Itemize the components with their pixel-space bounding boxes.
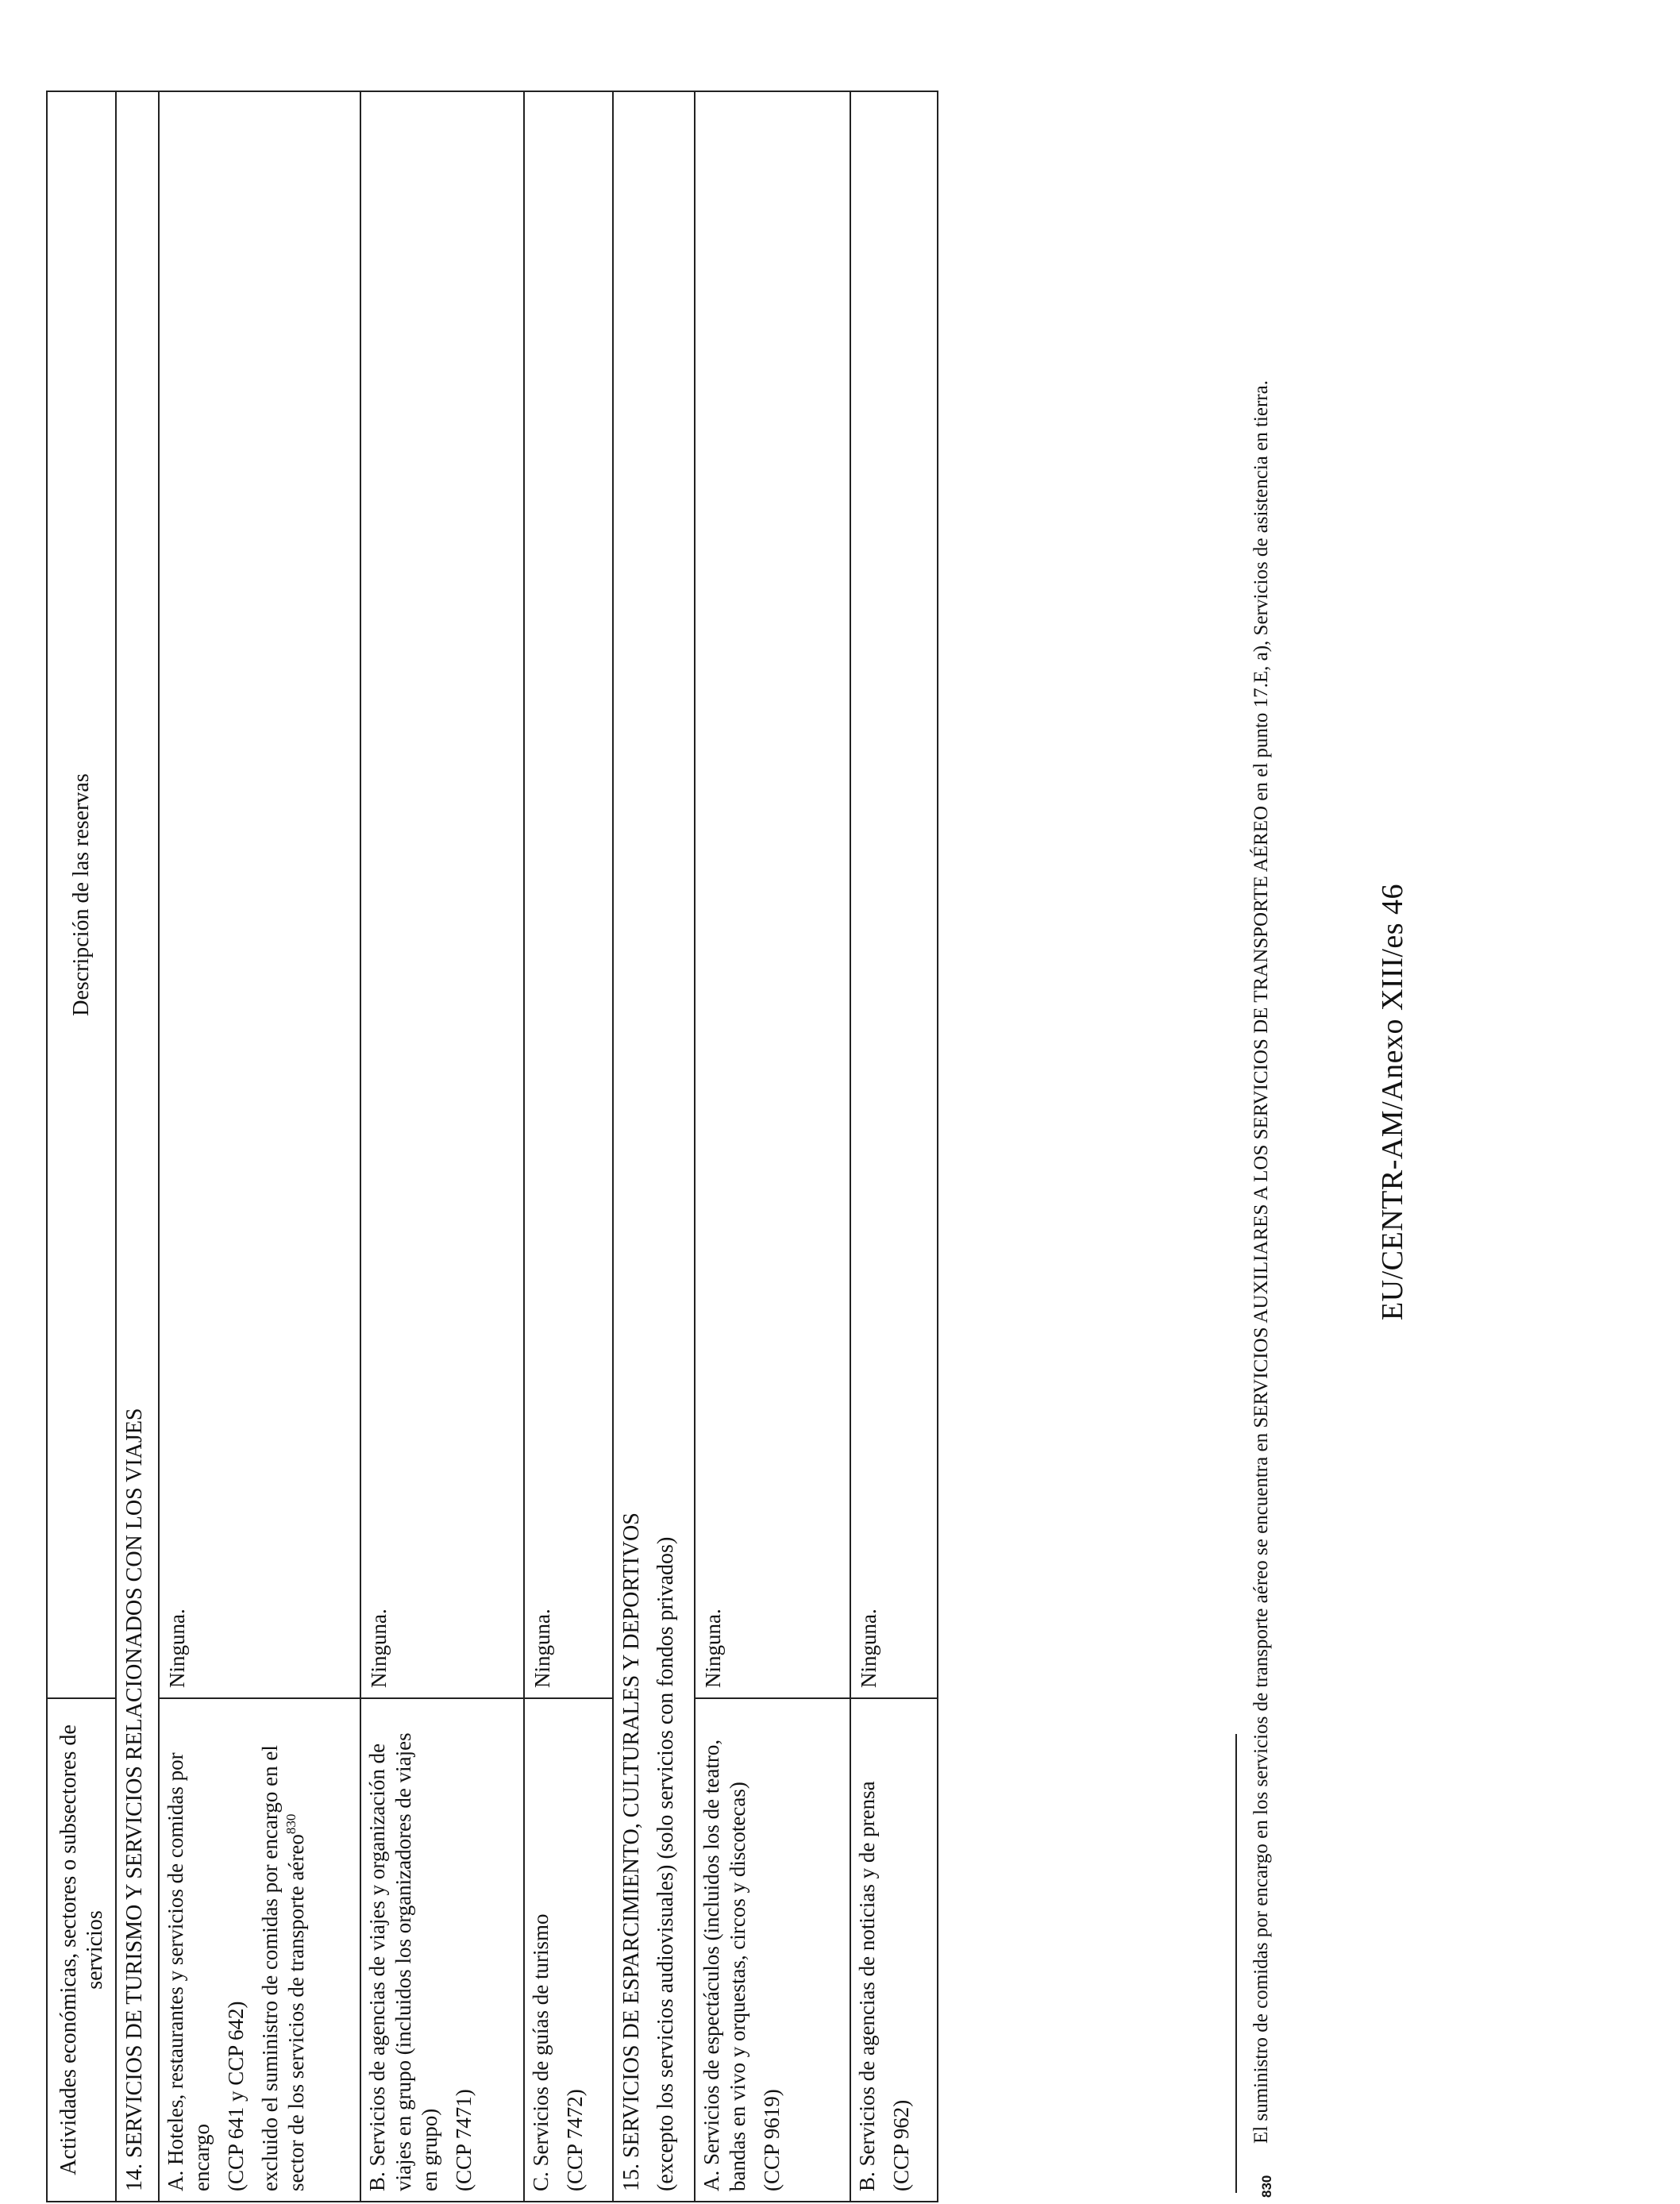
- activity-exclusion: excluido el suministro de comidas por encargo en el sector de los servicios de transporte aéreo$^{830}$: [257, 1745, 308, 2191]
- section-15-subtitle: (excepto los servicios audiovisuales) (solo servicios con fondos privados): [653, 1536, 678, 2191]
- reservation-cell: Ninguna.: [524, 91, 613, 1698]
- page-identifier: EU/CENTR-AM/Anexo XIII/es 46: [1376, 883, 1409, 1321]
- section-15-title: [613, 91, 695, 2202]
- activity-text: C. Servicios de guías de turismo: [528, 1913, 553, 2191]
- activity-cell: [695, 1698, 850, 2202]
- ccp-code: (CCP 7471): [451, 2089, 476, 2191]
- header-reservations: Descripción de las reservas: [47, 91, 116, 1698]
- activity-cell: [360, 1698, 524, 2202]
- section-heading-row: [116, 91, 159, 2202]
- ccp-code: (CCP 7472): [562, 2089, 587, 2191]
- ccp-code: (CCP 962): [889, 2099, 913, 2191]
- section-14-title: 14. SERVICIOS DE TURISMO Y SERVICIOS RELACIONADOS CON LOS VIAJES: [116, 91, 159, 2202]
- activity-text: A. Servicios de espectáculos (incluidos los de teatro, bandas en vivo y orquestas, circos y discotecas): [699, 1739, 749, 2191]
- activity-text: A. Hoteles, restaurantes y servicios de comidas por encargo: [163, 1752, 214, 2191]
- footnote-separator: [1235, 1734, 1237, 2193]
- section-heading-row: [613, 91, 695, 2202]
- ccp-code: (CCP 641 y CCP 642): [223, 2001, 248, 2191]
- ccp-code: (CCP 9619): [760, 2089, 784, 2191]
- table-row: [695, 91, 850, 2202]
- table-row: [360, 91, 524, 2202]
- activity-text: B. Servicios de agencias de viajes y organización de viajes en grupo (incluidos los organizadores de viajes en grupo): [364, 1732, 441, 2191]
- reservation-cell: Ninguna.: [695, 91, 850, 1698]
- header-activities: Actividades económicas, sectores o subsectores de servicios: [47, 1698, 116, 2202]
- footnote-text: El suministro de comidas por encargo en los servicios de transporte aéreo se encuentra en SERVICIOS AUXILIARES A LOS SERVICIOS DE TRANSPORTE AÉREO en el punto 17.E, a), Servicios de asistencia en tierra.: [1250, 380, 1272, 2144]
- activity-cell: [159, 1698, 360, 2202]
- activity-text: B. Servicios de agencias de noticias y de prensa: [855, 1781, 879, 2191]
- reservation-cell: Ninguna.: [360, 91, 524, 1698]
- reservation-cell: Ninguna.: [159, 91, 360, 1698]
- footnote-ref: 830: [283, 1813, 299, 1835]
- footnote-number: 830: [1259, 2175, 1274, 2198]
- activity-cell: [850, 1698, 938, 2202]
- activity-cell: [524, 1698, 613, 2202]
- table-row: [159, 91, 360, 2202]
- table-row: [524, 91, 613, 2202]
- reservations-table: [46, 91, 938, 2202]
- section-15-heading: 15. SERVICIOS DE ESPARCIMIENTO, CULTURALES Y DEPORTIVOS: [618, 1512, 644, 2191]
- table-header-row: [47, 91, 116, 2202]
- table-row: [850, 91, 938, 2202]
- reservation-cell: Ninguna.: [850, 91, 938, 1698]
